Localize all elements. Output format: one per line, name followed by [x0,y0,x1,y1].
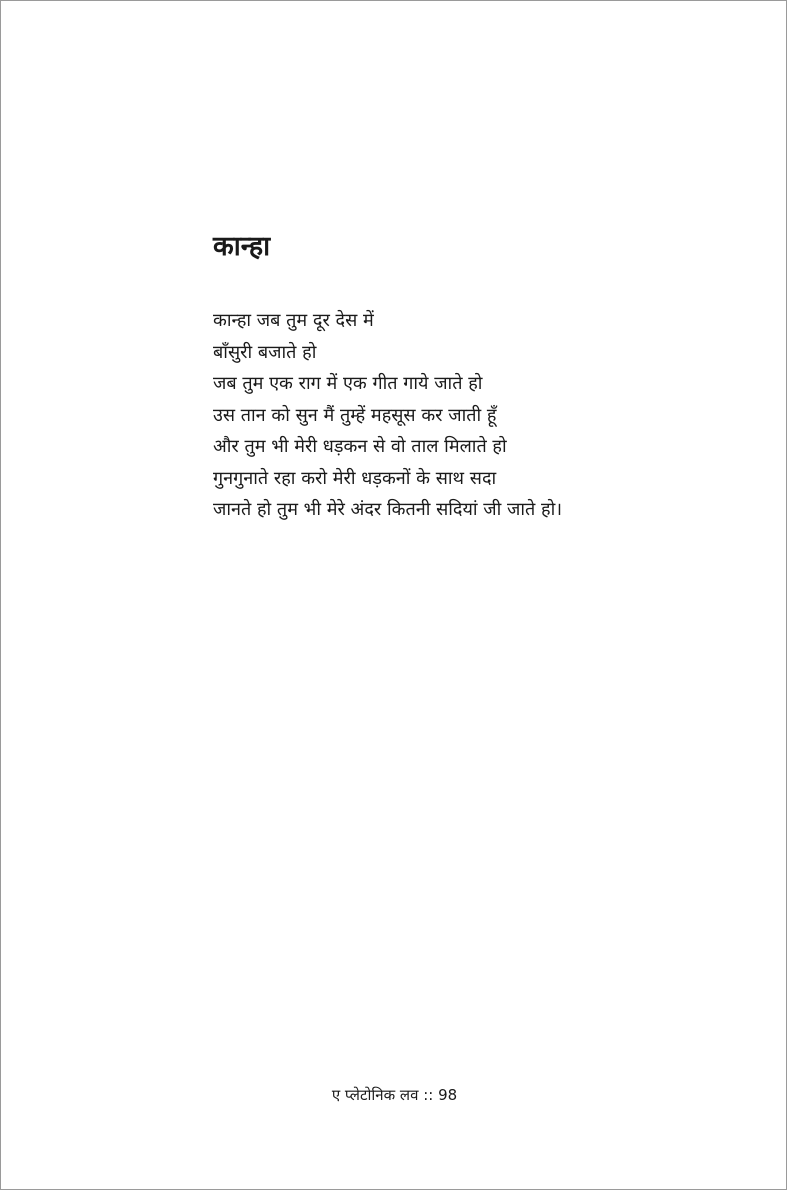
poem-line: और तुम भी मेरी धड़कन से वो ताल मिलाते हो [213,436,507,457]
poem-body [213,305,562,526]
poem-title: कान्हा [213,231,271,262]
poem-line: जब तुम एक राग में एक गीत गाये जाते हो [213,373,483,394]
poem-line: कान्हा जब तुम दूर देस में [213,310,374,331]
page-number: 98 [438,1086,458,1104]
poem-line: उस तान को सुन मैं तुम्हें महसूस कर जाती हूँ [213,404,497,426]
poem-line: जानते हो तुम भी मेरे अंदर कितनी सदियां जी जाते हो। [213,499,563,520]
poem-line: बाँसुरी बजाते हो [213,341,317,363]
footer-separator: :: [423,1086,434,1104]
page-footer [1,1083,787,1107]
poem-line: गुनगुनाते रहा करो मेरी धड़कनों के साथ सदा [213,467,497,489]
book-title: ए प्लेटोनिक लव [331,1086,419,1104]
